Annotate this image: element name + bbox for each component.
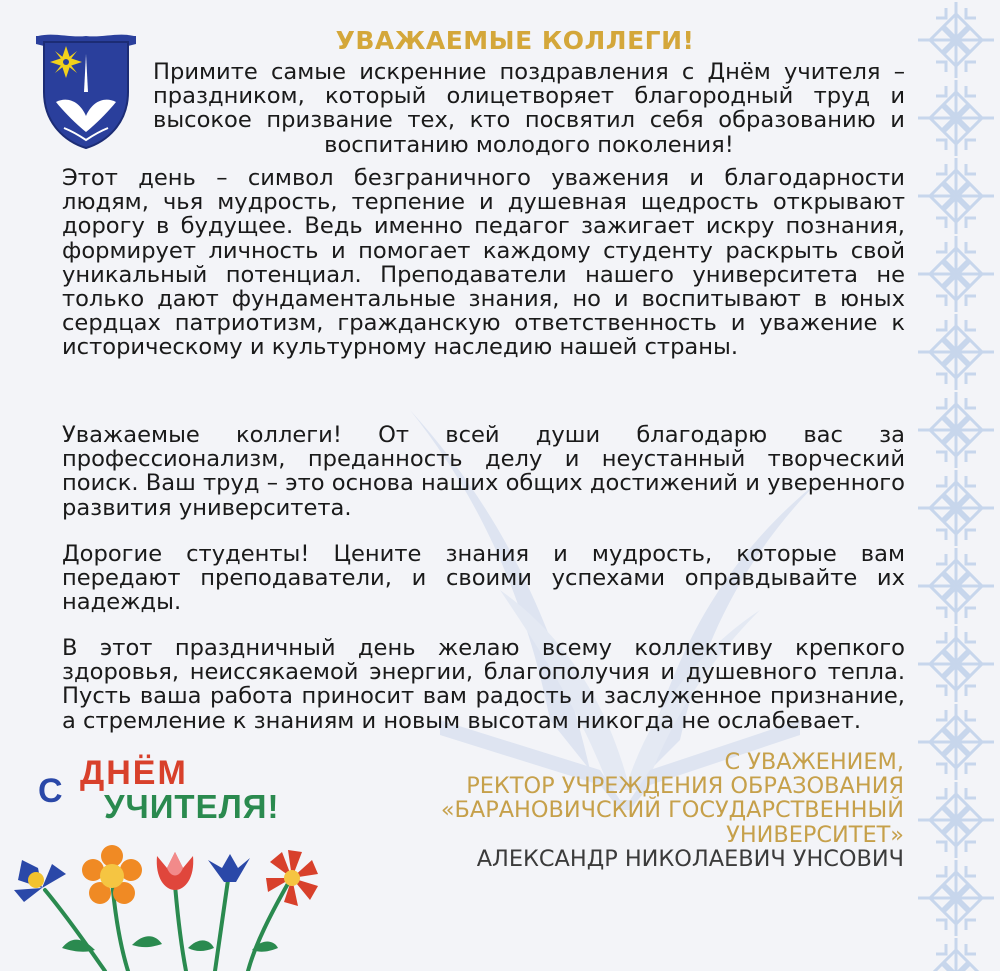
holiday-prefix: С bbox=[38, 772, 63, 810]
holiday-word-1: ДНЁМ bbox=[80, 754, 188, 792]
paragraph-1: Этот день – символ безграничного уважения и благодарности людям, чья мудрость, терпение и душевная щедрость открывают дорогу в будущее. Ведь именно педагог зажигает искру познания, формирует личность и помогает каждому студенту раскрыть свой уникальный потенциал. Преподаватели нашего университета не только дают фундаментальные знания, но и воспитывают в юных сердцах патриотизм, гражданскую ответственность и уважение к историческому и культурному наследию нашей страны. bbox=[62, 165, 905, 361]
signature-institution-end: УНИВЕРСИТЕТ» bbox=[726, 821, 904, 848]
signature-block bbox=[400, 750, 904, 871]
paragraph-3: Дорогие студенты! Цените знания и мудрость, которые вам передают преподаватели, и своими успехами оправдывайте их надежды. bbox=[62, 541, 905, 616]
teachers-day-badge bbox=[34, 754, 304, 829]
intro-paragraph: Примите самые искренние поздравления с Днём учителя – праздником, который олицетворяет благородный труд и высокое призвание тех, кто посвятил себя образованию и воспитанию молодого поколения! bbox=[153, 59, 905, 158]
paragraph-4: В этот праздничный день желаю всему коллективу крепкого здоровья, неиссякаемой энергии, благополучия и душевного тепла. Пусть ваша работа приносит вам радость и заслуженное признание, а стремление к знаниям и новым высотам никогда не ослабевает. bbox=[62, 635, 905, 734]
snowflake-ornament-icon bbox=[912, 0, 1000, 971]
paragraph-2: Уважаемые коллеги! От всей души благодарю вас за профессионализм, преданность делу и неустанный творческий поиск. Ваш труд – это основа наших общих достижений и уверенного развития университета. bbox=[62, 422, 905, 521]
holiday-word-2: УЧИТЕЛЯ! bbox=[104, 788, 280, 825]
university-coat-of-arms-icon bbox=[34, 32, 138, 150]
page-title: УВАЖАЕМЫЕ КОЛЛЕГИ! bbox=[335, 26, 695, 55]
signature-institution: «БАРАНОВИЧСКИЙ ГОСУДАРСТВЕННЫЙ bbox=[440, 797, 904, 824]
flowers-illustration-icon bbox=[0, 840, 330, 971]
signature-position: РЕКТОР УЧРЕЖДЕНИЯ ОБРАЗОВАНИЯ bbox=[466, 773, 904, 800]
signature-name: АЛЕКСАНДР НИКОЛАЕВИЧ УНСОВИЧ bbox=[476, 845, 904, 872]
signature-greeting: С УВАЖЕНИЕМ, bbox=[724, 749, 904, 775]
